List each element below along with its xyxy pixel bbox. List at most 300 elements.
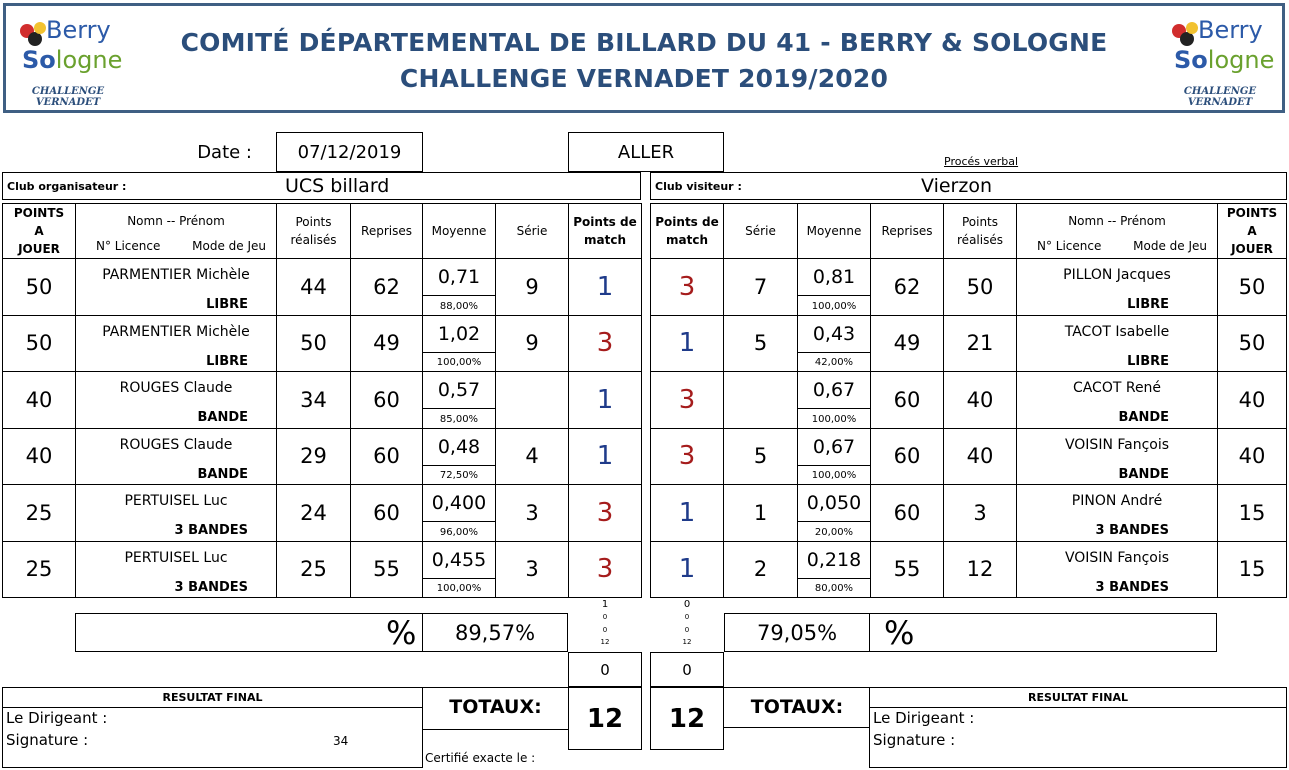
away-cell-moy: [797, 428, 871, 486]
away-cell-rep: [870, 541, 944, 599]
average-value: 0,218: [798, 542, 870, 579]
average-percent: 88,00%: [439, 300, 479, 312]
away-cell-moy: [797, 484, 871, 542]
club-visiteur-row: [650, 172, 1287, 200]
value-serie: 9: [525, 274, 539, 299]
tiny-count: 0: [684, 626, 690, 634]
header-line: réalisés: [957, 233, 1003, 247]
home-cell-match: [568, 258, 642, 316]
away-cell-pts: [943, 258, 1017, 316]
club-organisateur-row: [2, 172, 641, 200]
home-percent-box: [75, 613, 423, 652]
average-value: 0,57: [423, 372, 495, 409]
value-rep: 62: [893, 274, 921, 299]
away-total-value: 12: [650, 687, 724, 750]
value-serie: [724, 372, 797, 428]
header-label: [277, 204, 350, 258]
away-cell-paj: [1217, 484, 1287, 542]
away-cell-match: [650, 484, 724, 542]
away-cell-moy: [797, 541, 871, 599]
away-cell-serie: [723, 371, 798, 429]
proces-verbal-label: Procés verbal: [944, 155, 1019, 168]
home-note: 34: [333, 734, 349, 748]
value-pts: 24: [300, 500, 327, 525]
header-line: JOUER: [18, 242, 60, 256]
player-name: VOISIN Fançois: [1064, 549, 1170, 566]
home-cell-rep: [350, 371, 423, 429]
header-mode: Mode de Jeu: [1133, 239, 1207, 253]
away-cell-paj: [1217, 371, 1287, 429]
home-cell-moy: [422, 428, 496, 486]
header-label: [798, 204, 870, 258]
match-points: 1: [678, 328, 696, 359]
header-line: Points: [961, 215, 999, 229]
game-mode: BANDE: [1118, 466, 1169, 482]
header-line: réalisés: [290, 233, 337, 247]
home-cell-serie: [495, 371, 569, 429]
value-rep: 60: [373, 444, 400, 469]
value-rep: 60: [893, 500, 921, 525]
date-label: Date :: [197, 141, 252, 163]
value-serie: 3: [525, 557, 539, 582]
game-mode: LIBRE: [1127, 297, 1169, 312]
player-name: PARMENTIER Michèle: [102, 323, 250, 340]
value-pts: 34: [300, 387, 327, 412]
home-cell-pts: [276, 428, 351, 486]
average-value: 0,81: [798, 259, 870, 296]
away-header-pts: [943, 203, 1017, 259]
home-cell-match: [568, 541, 642, 599]
home-header-moy: [422, 203, 496, 259]
logo-challenge-text: CHALLENGE VERNADET: [31, 86, 105, 108]
logo-challenge-text: CHALLENGE VERNADET: [1183, 86, 1257, 108]
logo-sologne-text: Sologne: [1174, 46, 1275, 74]
value-rep: 49: [893, 331, 921, 356]
value-pts: 21: [966, 331, 994, 356]
away-totals-box: [724, 687, 870, 728]
value-pts: 44: [300, 274, 327, 299]
header-label: [1218, 204, 1286, 258]
value-rep: 55: [373, 557, 400, 582]
away-zero: 0: [650, 652, 724, 687]
home-cell-pts: [276, 484, 351, 542]
game-mode: LIBRE: [206, 297, 248, 312]
home-cell-moy: [422, 315, 496, 373]
player-name: PARMENTIER Michèle: [102, 267, 250, 283]
signature-label: Signature :: [873, 731, 956, 749]
value-pts: 50: [300, 331, 327, 356]
header-label: [351, 204, 422, 258]
home-cell-rep: [350, 428, 423, 486]
away-cell-match: [650, 371, 724, 429]
away-cell-name: [1016, 541, 1218, 599]
away-header-match: [650, 203, 724, 259]
tiny-count: 1: [601, 599, 609, 610]
player-name: ROUGES Claude: [119, 436, 233, 453]
home-cell-serie: [495, 484, 569, 542]
value-pts: 12: [966, 557, 994, 582]
home-cell-rep: [350, 258, 423, 316]
game-mode: 3 BANDES: [174, 579, 248, 595]
header-mode: Mode de Jeu: [192, 239, 266, 253]
match-points: 3: [596, 554, 614, 585]
home-cell-paj: [2, 428, 76, 486]
away-cell-paj: [1217, 315, 1287, 373]
home-cell-pts: [276, 541, 351, 599]
header-label: [423, 204, 495, 258]
away-cell-serie: [723, 428, 798, 486]
black-ball-icon: [1180, 32, 1194, 46]
value-rep: 60: [893, 444, 921, 469]
average-percent: 96,00%: [439, 526, 479, 538]
percent-sign: %: [884, 614, 915, 652]
home-cell-name: [75, 428, 277, 486]
value-paj: 50: [25, 274, 53, 299]
value-pts: 25: [300, 557, 327, 582]
away-cell-moy: [797, 258, 871, 316]
header-label: [871, 204, 943, 258]
away-header-moy: [797, 203, 871, 259]
away-cell-match: [650, 428, 724, 486]
away-header-name: [1016, 203, 1218, 259]
home-cell-pts: [276, 371, 351, 429]
value-paj: 25: [25, 557, 53, 582]
game-mode: LIBRE: [206, 353, 248, 369]
header-line: Moyenne: [806, 224, 862, 238]
home-header-pts: [276, 203, 351, 259]
result-final-label: RESULTAT FINAL: [3, 688, 422, 708]
value-serie: 5: [753, 444, 768, 469]
game-mode: 3 BANDES: [1095, 523, 1169, 538]
home-tiny-counts: [568, 598, 642, 647]
value-pts: 50: [966, 274, 994, 299]
home-cell-pts: [276, 258, 351, 316]
header-line: JOUER: [1231, 242, 1273, 256]
header-line: match: [666, 233, 708, 247]
home-header-rep: [350, 203, 423, 259]
value-rep: 60: [373, 387, 400, 412]
value-serie: 7: [753, 274, 768, 299]
player-name: PINON André: [1071, 493, 1163, 509]
away-cell-rep: [870, 315, 944, 373]
away-cell-name: [1016, 315, 1218, 373]
away-cell-pts: [943, 428, 1017, 486]
header-line: Reprises: [881, 224, 933, 238]
home-header-paj: [2, 203, 76, 259]
home-result-box: [2, 687, 423, 768]
away-cell-name: [1016, 428, 1218, 486]
game-mode: BANDE: [197, 466, 248, 482]
home-cell-match: [568, 484, 642, 542]
away-header-rep: [870, 203, 944, 259]
header-licence: N° Licence: [1037, 239, 1102, 253]
home-cell-moy: [422, 541, 496, 599]
home-cell-moy: [422, 258, 496, 316]
header-line: Moyenne: [431, 224, 487, 238]
away-cell-serie: [723, 484, 798, 542]
average-percent: 100,00%: [811, 300, 857, 312]
player-name: CACOT René: [1072, 380, 1162, 396]
tiny-count: 0: [602, 613, 608, 621]
value-paj: 25: [25, 500, 53, 525]
average-value: 0,48: [423, 429, 495, 466]
value-paj: 50: [25, 331, 53, 356]
header-label: [3, 204, 75, 258]
home-cell-match: [568, 371, 642, 429]
match-points: 3: [596, 497, 614, 528]
away-cell-pts: [943, 541, 1017, 599]
away-percent-box: [869, 613, 1217, 652]
away-cell-rep: [870, 428, 944, 486]
game-mode: LIBRE: [1127, 353, 1169, 369]
header-label: [651, 204, 723, 258]
value-pts: 40: [966, 387, 994, 412]
player-name: TACOT Isabelle: [1064, 323, 1170, 340]
average-percent: 72,50%: [439, 470, 479, 481]
average-percent: 100,00%: [436, 357, 482, 368]
header-line: A: [1247, 224, 1257, 238]
home-cell-rep: [350, 315, 423, 373]
result-final-label: RESULTAT FINAL: [870, 688, 1286, 708]
header-label: [496, 204, 568, 258]
away-cell-paj: [1217, 258, 1287, 316]
date-field[interactable]: 07/12/2019: [276, 132, 423, 172]
away-cell-name: [1016, 371, 1218, 429]
away-header-serie: [723, 203, 798, 259]
away-tiny-counts: [650, 598, 724, 647]
right-logo: [1164, 10, 1284, 110]
home-header-match: [568, 203, 642, 259]
header-line: POINTS: [1226, 206, 1278, 220]
header-label: [569, 204, 641, 258]
away-cell-rep: [870, 484, 944, 542]
match-points: 3: [596, 328, 614, 359]
away-cell-moy: [797, 371, 871, 429]
game-mode: 3 BANDES: [174, 523, 248, 538]
away-cell-match: [650, 258, 724, 316]
home-cell-serie: [495, 428, 569, 486]
value-serie: 2: [753, 557, 768, 582]
home-percent-value: 89,57%: [422, 613, 568, 652]
home-cell-paj: [2, 315, 76, 373]
header-label: [724, 204, 797, 258]
home-cell-name: [75, 258, 277, 316]
header-line: Série: [516, 224, 548, 238]
tiny-count: 12: [682, 638, 692, 646]
home-cell-name: [75, 541, 277, 599]
average-value: 0,400: [423, 485, 495, 522]
average-percent: 100,00%: [436, 583, 482, 594]
game-mode: BANDE: [1118, 410, 1169, 425]
logo-sologne-text: Sologne: [22, 46, 123, 74]
value-rep: 62: [373, 274, 400, 299]
game-mode: 3 BANDES: [1095, 579, 1169, 595]
header-line: Points de: [655, 215, 719, 229]
away-cell-serie: [723, 315, 798, 373]
away-cell-serie: [723, 541, 798, 599]
home-cell-paj: [2, 258, 76, 316]
match-points: 3: [678, 384, 696, 415]
match-points: 3: [678, 441, 696, 472]
club-vis-label: Club visiteur :: [655, 180, 742, 193]
percent-sign: %: [386, 614, 417, 652]
average-value: 0,43: [798, 316, 870, 353]
club-org-name: UCS billard: [285, 175, 390, 197]
match-points: 1: [596, 271, 614, 302]
away-percent-value: 79,05%: [724, 613, 870, 652]
away-result-box: [869, 687, 1287, 768]
away-cell-pts: [943, 315, 1017, 373]
home-cell-paj: [2, 371, 76, 429]
dirigeant-label: Le Dirigeant :: [6, 709, 108, 727]
away-cell-match: [650, 541, 724, 599]
away-cell-rep: [870, 258, 944, 316]
home-cell-pts: [276, 315, 351, 373]
player-name: PILLON Jacques: [1063, 267, 1171, 283]
away-cell-moy: [797, 315, 871, 373]
value-rep: 60: [373, 500, 400, 525]
player-name: PERTUISEL Luc: [124, 549, 228, 566]
match-points: 1: [596, 384, 614, 415]
home-cell-name: [75, 484, 277, 542]
header-line: Série: [745, 224, 776, 238]
left-logo: [12, 10, 132, 110]
away-header-paj: [1217, 203, 1287, 259]
page-subtitle: CHALLENGE VERNADET 2019/2020: [399, 64, 889, 93]
home-cell-serie: [495, 258, 569, 316]
away-cell-rep: [870, 371, 944, 429]
header-line: Points de: [573, 215, 637, 229]
match-points: 1: [678, 554, 696, 585]
totaux-label: TOTAUX:: [750, 696, 844, 718]
logo-berry-text: Berry: [1198, 16, 1263, 44]
home-zero: 0: [568, 652, 642, 687]
dirigeant-label: Le Dirigeant :: [873, 709, 975, 727]
game-mode: BANDE: [197, 410, 248, 425]
average-percent: 100,00%: [811, 470, 857, 481]
home-cell-moy: [422, 371, 496, 429]
totaux-label: TOTAUX:: [449, 696, 542, 718]
value-rep: 49: [373, 331, 400, 356]
player-name: ROUGES Claude: [119, 380, 233, 396]
yellow-ball-icon: [1186, 22, 1198, 34]
page-title: COMITÉ DÉPARTEMENTAL DE BILLARD DU 41 - BERRY & SOLOGNE: [180, 28, 1108, 57]
away-cell-name: [1016, 258, 1218, 316]
header-licence: N° Licence: [96, 239, 161, 253]
value-paj: 50: [1238, 274, 1266, 299]
header-line: Reprises: [361, 224, 412, 238]
header-line: Points: [295, 215, 332, 229]
value-paj: 40: [1238, 444, 1266, 469]
value-paj: 40: [25, 387, 53, 412]
home-header-serie: [495, 203, 569, 259]
away-cell-name: [1016, 484, 1218, 542]
value-pts: 29: [300, 444, 327, 469]
value-serie: 1: [753, 500, 768, 525]
header-line: POINTS: [13, 206, 65, 220]
match-points: 1: [596, 441, 614, 472]
value-pts: 3: [973, 500, 987, 525]
away-cell-paj: [1217, 541, 1287, 599]
home-totals-box: [423, 687, 568, 768]
away-cell-pts: [943, 371, 1017, 429]
home-cell-name: [75, 315, 277, 373]
home-cell-match: [568, 428, 642, 486]
value-rep: 60: [893, 387, 921, 412]
away-cell-paj: [1217, 428, 1287, 486]
average-value: 0,67: [798, 429, 870, 466]
certifie-label: Certifié exacte le :: [425, 751, 536, 765]
average-percent: 85,00%: [439, 413, 479, 425]
header-nom-prenom: Nomn -- Prénom: [1068, 214, 1166, 228]
value-pts: 40: [966, 444, 994, 469]
value-paj: 40: [25, 444, 53, 469]
away-cell-serie: [723, 258, 798, 316]
value-serie: 9: [525, 331, 539, 356]
header-line: A: [34, 224, 44, 238]
home-cell-rep: [350, 541, 423, 599]
away-cell-match: [650, 315, 724, 373]
tiny-count: 12: [600, 638, 610, 646]
average-value: 0,71: [423, 259, 495, 296]
home-header-name: [75, 203, 277, 259]
value-paj: 50: [1238, 331, 1266, 356]
home-cell-rep: [350, 484, 423, 542]
home-cell-paj: [2, 541, 76, 599]
tiny-count: 0: [602, 626, 608, 634]
home-cell-paj: [2, 484, 76, 542]
logo-berry-text: Berry: [46, 16, 111, 44]
average-value: 0,67: [798, 372, 870, 409]
match-points: 3: [678, 271, 696, 302]
value-serie: [496, 372, 568, 428]
header-line: match: [584, 233, 626, 247]
value-rep: 55: [893, 557, 921, 582]
away-cell-pts: [943, 484, 1017, 542]
average-percent: 20,00%: [814, 526, 854, 538]
value-serie: 3: [525, 500, 539, 525]
match-points: 1: [678, 497, 696, 528]
player-name: VOISIN Fançois: [1064, 436, 1170, 453]
tiny-count: 0: [684, 613, 690, 621]
header-banner: [3, 3, 1285, 113]
average-value: 0,050: [798, 485, 870, 522]
leg-field[interactable]: ALLER: [568, 132, 724, 172]
divider: [423, 729, 568, 730]
home-cell-name: [75, 371, 277, 429]
tiny-count: 0: [683, 599, 691, 610]
average-value: 0,455: [423, 542, 495, 579]
player-name: PERTUISEL Luc: [124, 493, 228, 509]
value-paj: 15: [1238, 500, 1266, 525]
header-label: [944, 204, 1016, 258]
value-serie: 5: [753, 331, 768, 356]
average-value: 1,02: [423, 316, 495, 353]
average-percent: 100,00%: [811, 413, 857, 425]
signature-label: Signature :: [6, 731, 89, 749]
home-cell-serie: [495, 541, 569, 599]
club-vis-name: Vierzon: [921, 175, 992, 197]
value-serie: 4: [525, 444, 539, 469]
home-cell-serie: [495, 315, 569, 373]
value-paj: 15: [1238, 557, 1266, 582]
home-total-value: 12: [568, 687, 642, 750]
value-paj: 40: [1238, 387, 1266, 412]
club-org-label: Club organisateur :: [7, 180, 127, 193]
average-percent: 80,00%: [814, 583, 854, 594]
average-percent: 42,00%: [814, 357, 854, 368]
home-cell-moy: [422, 484, 496, 542]
